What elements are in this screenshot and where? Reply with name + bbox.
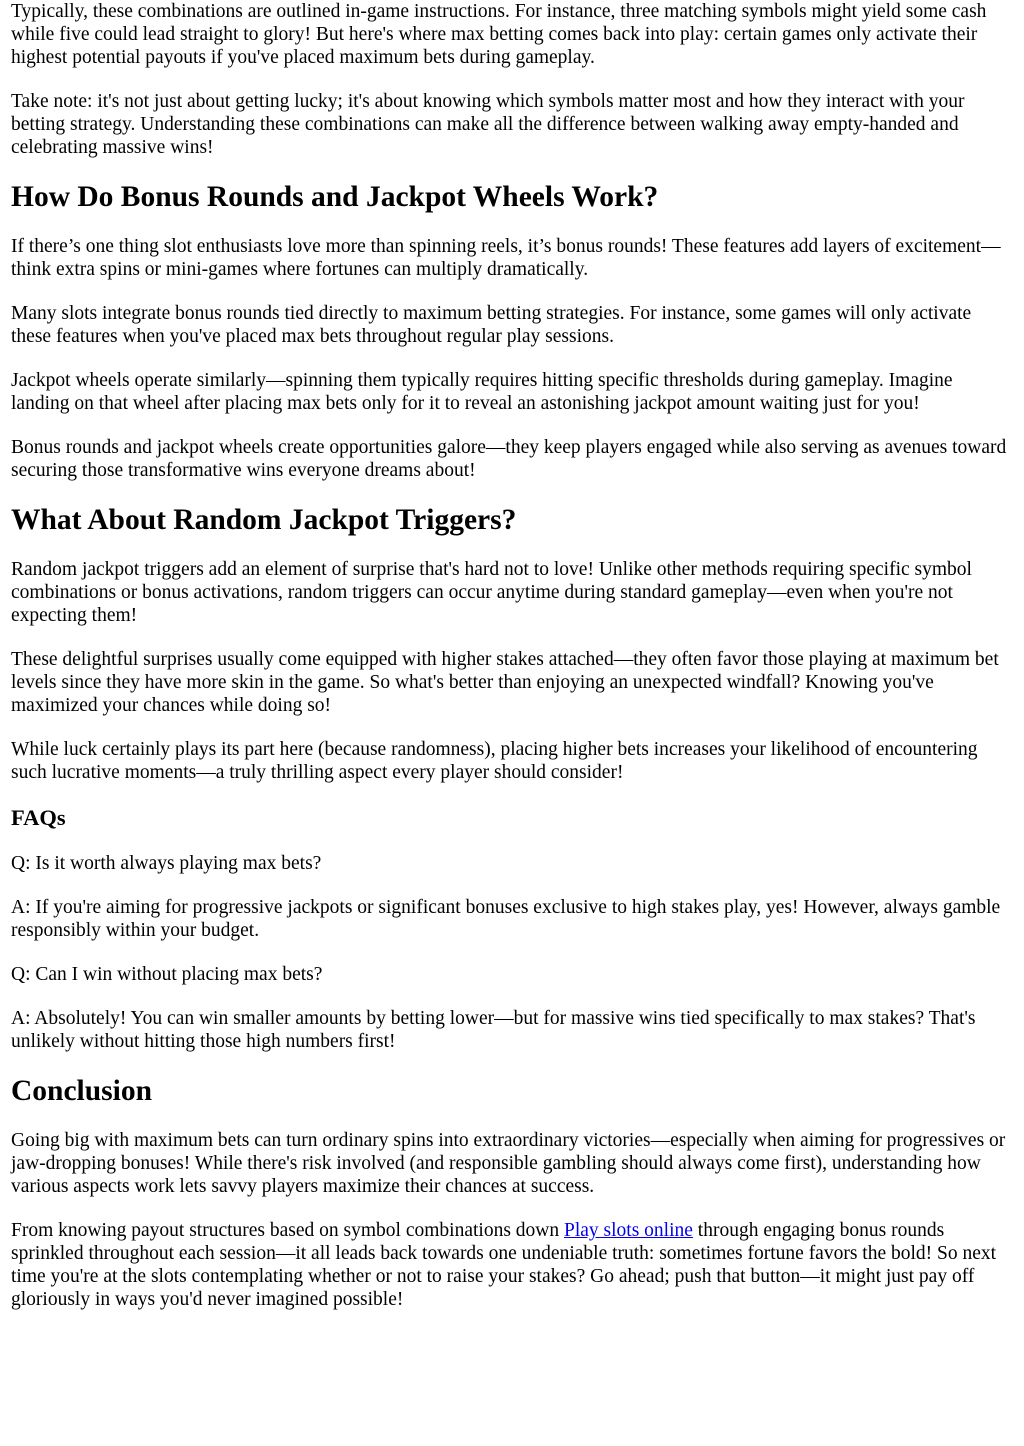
- random-paragraph-3: While luck certainly plays its part here (because randomness), placing higher bets increases your likelihood of encountering such lucrative moments—a truly thrilling aspect every player should consider!: [11, 739, 978, 783]
- bonus-paragraph-1: If there’s one thing slot enthusiasts love more than spinning reels, it’s bonus rounds! These features add layers of excitement—think extra spins or mini-games where fortunes can multiply dramatically.: [11, 236, 1001, 280]
- conclusion-paragraph-1: Going big with maximum bets can turn ordinary spins into extraordinary victories—especially when aiming for progressives or jaw-dropping bonuses! While there's risk involved (and responsible gambling should always come first), understanding how various aspects work lets savvy players maximize their chances at success.: [11, 1130, 1006, 1197]
- conclusion-text-after-link: through engaging bonus rounds sprinkled throughout each session—it all leads back towards one undeniable truth: sometimes fortune favors the bold! So next time you're at the slots contemplating whether or not to raise your stakes? Go ahead; push that button—it might just pay off gloriously in ways you'd never imagined possible!: [11, 1220, 997, 1310]
- faq-question: Q: Is it worth always playing max bets?: [11, 853, 322, 874]
- bonus-heading: How Do Bonus Rounds and Jackpot Wheels Work?: [11, 181, 659, 213]
- intro-paragraph-1: Typically, these combinations are outlined in-game instructions. For instance, three matching symbols might yield some cash while five could lead straight to glory! But here's where max betting comes back into play: certain games only activate their highest potential payouts if you've placed maximum bets during gameplay.: [11, 1, 987, 68]
- bonus-paragraph-3: Jackpot wheels operate similarly—spinning them typically requires hitting specific thresholds during gameplay. Imagine landing on that wheel after placing max bets only for it to reveal an astonishing jackpot amount waiting just for you!: [11, 370, 953, 414]
- conclusion-text-before-link: From knowing payout structures based on symbol combinations down: [11, 1220, 564, 1241]
- bonus-paragraph-2: Many slots integrate bonus rounds tied directly to maximum betting strategies. For instance, some games will only activate these features when you've placed max bets throughout regular play sessions.: [11, 303, 972, 347]
- random-paragraph-1: Random jackpot triggers add an element of surprise that's hard not to love! Unlike other methods requiring specific symbol combinations or bonus activations, random triggers can occur anytime during standard gameplay—even when you're not expecting them!: [11, 559, 972, 626]
- intro-paragraph-2: Take note: it's not just about getting lucky; it's about knowing which symbols matter most and how they interact with your betting strategy. Understanding these combinations can make all the difference between walking away empty-handed and celebrating massive wins!: [11, 91, 965, 158]
- random-paragraph-2: These delightful surprises usually come equipped with higher stakes attached—they often favor those playing at maximum bet levels since they have more skin in the game. So what's better than enjoying an unexpected windfall? Knowing you've maximized your chances while doing so!: [11, 649, 999, 716]
- faq-answer: A: Absolutely! You can win smaller amounts by betting lower—but for massive wins tied specifically to max stakes? That's unlikely without hitting those high numbers first!: [11, 1008, 976, 1052]
- conclusion-heading: Conclusion: [11, 1075, 152, 1107]
- faq-answer: A: If you're aiming for progressive jackpots or significant bonuses exclusive to high stakes play, yes! However, always gamble responsibly within your budget.: [11, 897, 1001, 941]
- play-slots-online-link[interactable]: Play slots online: [564, 1220, 693, 1241]
- faqs-heading: FAQs: [11, 805, 66, 830]
- random-heading: What About Random Jackpot Triggers?: [11, 504, 517, 536]
- faq-question: Q: Can I win without placing max bets?: [11, 964, 323, 985]
- bonus-paragraph-4: Bonus rounds and jackpot wheels create opportunities galore—they keep players engaged while also serving as avenues toward securing those transformative wins everyone dreams about!: [11, 437, 1007, 481]
- conclusion-paragraph-2: [11, 1219, 1014, 1311]
